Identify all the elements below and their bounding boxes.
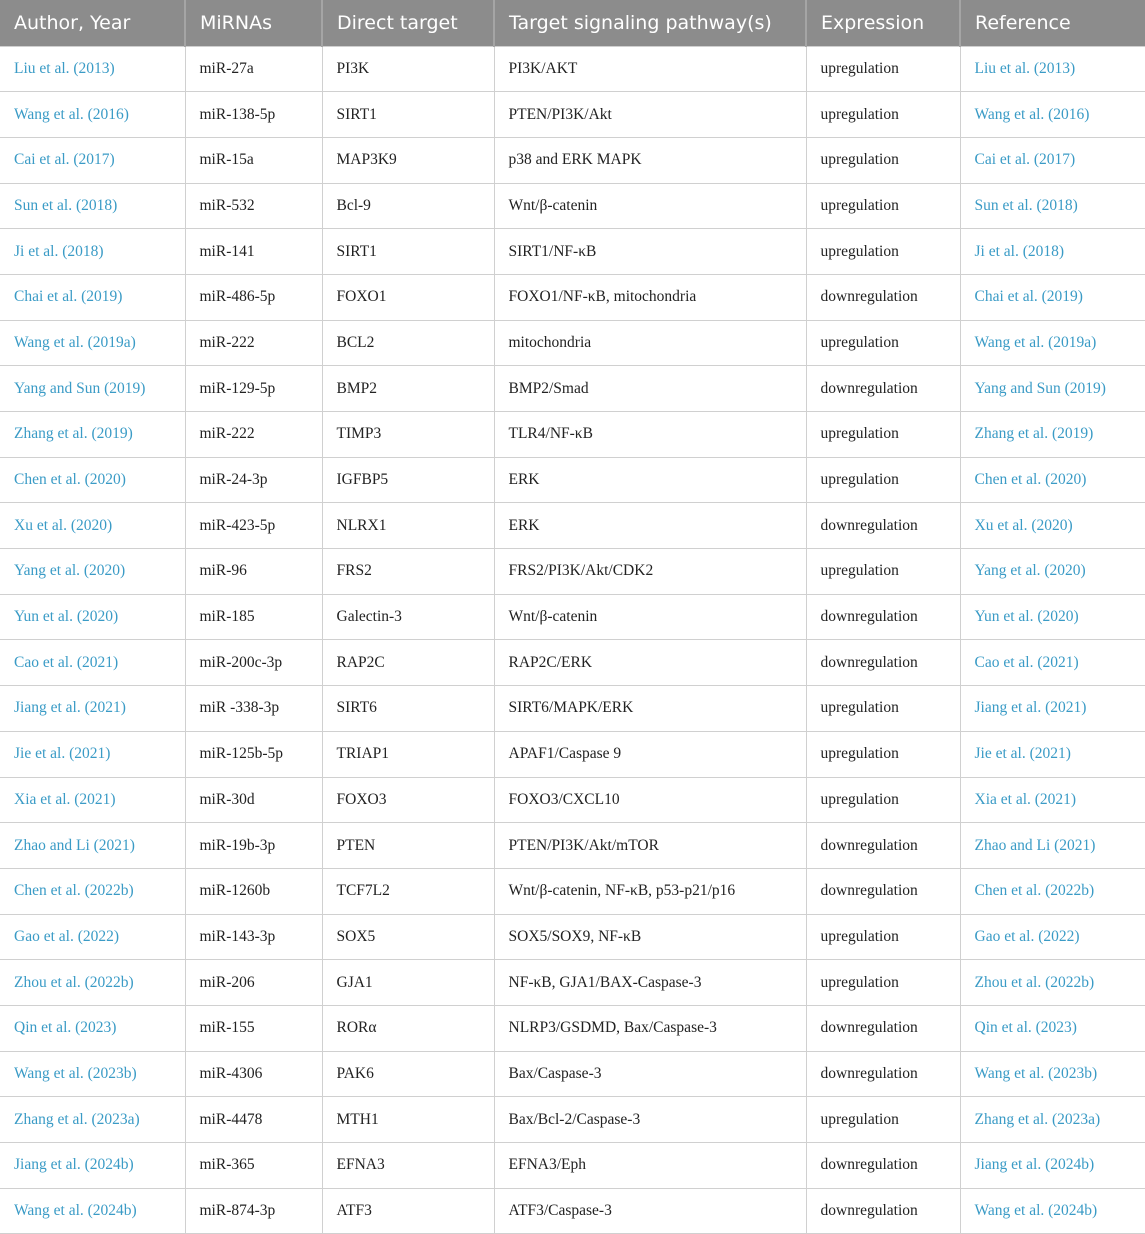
header-mirnas: MiRNAs — [185, 0, 322, 46]
reference-link[interactable]: Ji et al. (2018) — [960, 229, 1145, 275]
expression-cell: downregulation — [806, 1188, 960, 1234]
mirna-cell: miR-24-3p — [185, 457, 322, 503]
direct-target-cell: TRIAP1 — [322, 731, 494, 777]
reference-link[interactable]: Xu et al. (2020) — [960, 503, 1145, 549]
reference-link[interactable]: Wang et al. (2019a) — [960, 320, 1145, 366]
author-year-link[interactable]: Zhou et al. (2022b) — [0, 960, 185, 1006]
author-year-link[interactable]: Chai et al. (2019) — [0, 274, 185, 320]
pathway-cell: RAP2C/ERK — [494, 640, 806, 686]
table-row — [0, 274, 1145, 320]
reference-link[interactable]: Sun et al. (2018) — [960, 183, 1145, 229]
mirna-cell: miR-486-5p — [185, 274, 322, 320]
mirna-cell: miR-532 — [185, 183, 322, 229]
direct-target-cell: FOXO3 — [322, 777, 494, 823]
direct-target-cell: GJA1 — [322, 960, 494, 1006]
expression-cell: upregulation — [806, 1097, 960, 1143]
reference-link[interactable]: Zhang et al. (2023a) — [960, 1097, 1145, 1143]
table-row — [0, 686, 1145, 732]
pathway-cell: NLRP3/GSDMD, Bax/Caspase-3 — [494, 1005, 806, 1051]
direct-target-cell: RORα — [322, 1005, 494, 1051]
header-expression: Expression — [806, 0, 960, 46]
author-year-link[interactable]: Zhao and Li (2021) — [0, 823, 185, 869]
table-row — [0, 960, 1145, 1006]
mirna-cell: miR-874-3p — [185, 1188, 322, 1234]
mirna-cell: miR-185 — [185, 594, 322, 640]
direct-target-cell: SOX5 — [322, 914, 494, 960]
pathway-cell: FRS2/PI3K/Akt/CDK2 — [494, 549, 806, 595]
reference-link[interactable]: Cao et al. (2021) — [960, 640, 1145, 686]
mirna-cell: miR-4478 — [185, 1097, 322, 1143]
expression-cell: downregulation — [806, 594, 960, 640]
expression-cell: upregulation — [806, 320, 960, 366]
reference-link[interactable]: Cai et al. (2017) — [960, 137, 1145, 183]
pathway-cell: Bax/Bcl-2/Caspase-3 — [494, 1097, 806, 1143]
expression-cell: upregulation — [806, 183, 960, 229]
author-year-link[interactable]: Wang et al. (2024b) — [0, 1188, 185, 1234]
mirna-cell: miR-129-5p — [185, 366, 322, 412]
table-row — [0, 229, 1145, 275]
header-reference: Reference — [960, 0, 1145, 46]
reference-link[interactable]: Jiang et al. (2024b) — [960, 1143, 1145, 1189]
author-year-link[interactable]: Wang et al. (2023b) — [0, 1051, 185, 1097]
direct-target-cell: RAP2C — [322, 640, 494, 686]
expression-cell: upregulation — [806, 686, 960, 732]
reference-link[interactable]: Zhou et al. (2022b) — [960, 960, 1145, 1006]
author-year-link[interactable]: Chen et al. (2020) — [0, 457, 185, 503]
table-row — [0, 46, 1145, 92]
direct-target-cell: SIRT6 — [322, 686, 494, 732]
mirna-cell: miR-19b-3p — [185, 823, 322, 869]
mirna-cell: miR-15a — [185, 137, 322, 183]
mirna-cell: miR-125b-5p — [185, 731, 322, 777]
pathway-cell: ERK — [494, 503, 806, 549]
direct-target-cell: TIMP3 — [322, 412, 494, 458]
author-year-link[interactable]: Jiang et al. (2024b) — [0, 1143, 185, 1189]
pathway-cell: Wnt/β-catenin — [494, 183, 806, 229]
author-year-link[interactable]: Yun et al. (2020) — [0, 594, 185, 640]
direct-target-cell: Bcl-9 — [322, 183, 494, 229]
mirna-cell: miR-155 — [185, 1005, 322, 1051]
expression-cell: upregulation — [806, 92, 960, 138]
expression-cell: upregulation — [806, 229, 960, 275]
pathway-cell: FOXO3/CXCL10 — [494, 777, 806, 823]
author-year-link[interactable]: Jie et al. (2021) — [0, 731, 185, 777]
reference-link[interactable]: Wang et al. (2024b) — [960, 1188, 1145, 1234]
author-year-link[interactable]: Cao et al. (2021) — [0, 640, 185, 686]
expression-cell: downregulation — [806, 823, 960, 869]
expression-cell: downregulation — [806, 274, 960, 320]
mirna-cell: miR-4306 — [185, 1051, 322, 1097]
direct-target-cell: Galectin-3 — [322, 594, 494, 640]
author-year-link[interactable]: Xia et al. (2021) — [0, 777, 185, 823]
expression-cell: upregulation — [806, 549, 960, 595]
table-row — [0, 594, 1145, 640]
direct-target-cell: IGFBP5 — [322, 457, 494, 503]
table-row — [0, 823, 1145, 869]
table-row — [0, 777, 1145, 823]
pathway-cell: PI3K/AKT — [494, 46, 806, 92]
direct-target-cell: BMP2 — [322, 366, 494, 412]
pathway-cell: ATF3/Caspase-3 — [494, 1188, 806, 1234]
pathway-cell: TLR4/NF-κB — [494, 412, 806, 458]
pathway-cell: EFNA3/Eph — [494, 1143, 806, 1189]
direct-target-cell: PI3K — [322, 46, 494, 92]
table-row — [0, 1051, 1145, 1097]
reference-link[interactable]: Wang et al. (2023b) — [960, 1051, 1145, 1097]
reference-link[interactable]: Yang and Sun (2019) — [960, 366, 1145, 412]
table-row — [0, 914, 1145, 960]
author-year-link[interactable]: Yang et al. (2020) — [0, 549, 185, 595]
author-year-link[interactable]: Qin et al. (2023) — [0, 1005, 185, 1051]
table-body — [0, 46, 1145, 1234]
header-row — [0, 0, 1145, 46]
mirna-cell: miR-138-5p — [185, 92, 322, 138]
direct-target-cell: MAP3K9 — [322, 137, 494, 183]
table-row — [0, 412, 1145, 458]
author-year-link[interactable]: Gao et al. (2022) — [0, 914, 185, 960]
table-row — [0, 1005, 1145, 1051]
table-row — [0, 868, 1145, 914]
author-year-link[interactable]: Zhang et al. (2023a) — [0, 1097, 185, 1143]
author-year-link[interactable]: Zhang et al. (2019) — [0, 412, 185, 458]
expression-cell: upregulation — [806, 46, 960, 92]
reference-link[interactable]: Yang et al. (2020) — [960, 549, 1145, 595]
reference-link[interactable]: Jie et al. (2021) — [960, 731, 1145, 777]
mirna-cell: miR-96 — [185, 549, 322, 595]
pathway-cell: Wnt/β-catenin — [494, 594, 806, 640]
mirna-cell: miR-30d — [185, 777, 322, 823]
header-author-year: Author, Year — [0, 0, 185, 46]
pathway-cell: SIRT1/NF-κB — [494, 229, 806, 275]
reference-link[interactable]: Chen et al. (2020) — [960, 457, 1145, 503]
mirna-cell: miR-222 — [185, 412, 322, 458]
direct-target-cell: PAK6 — [322, 1051, 494, 1097]
header-pathway: Target signaling pathway(s) — [494, 0, 806, 46]
expression-cell: downregulation — [806, 1143, 960, 1189]
table-row — [0, 1097, 1145, 1143]
mirna-cell: miR-200c-3p — [185, 640, 322, 686]
author-year-link[interactable]: Ji et al. (2018) — [0, 229, 185, 275]
expression-cell: downregulation — [806, 868, 960, 914]
expression-cell: upregulation — [806, 914, 960, 960]
mirna-cell: miR-141 — [185, 229, 322, 275]
author-year-link[interactable]: Yang and Sun (2019) — [0, 366, 185, 412]
pathway-cell: ERK — [494, 457, 806, 503]
table-row — [0, 366, 1145, 412]
reference-link[interactable]: Chai et al. (2019) — [960, 274, 1145, 320]
expression-cell: downregulation — [806, 1005, 960, 1051]
expression-cell: downregulation — [806, 366, 960, 412]
pathway-cell: Wnt/β-catenin, NF-κB, p53-p21/p16 — [494, 868, 806, 914]
pathway-cell: mitochondria — [494, 320, 806, 366]
reference-link[interactable]: Jiang et al. (2021) — [960, 686, 1145, 732]
table-row — [0, 503, 1145, 549]
reference-link[interactable]: Zhang et al. (2019) — [960, 412, 1145, 458]
author-year-link[interactable]: Liu et al. (2013) — [0, 46, 185, 92]
reference-link[interactable]: Gao et al. (2022) — [960, 914, 1145, 960]
reference-link[interactable]: Zhao and Li (2021) — [960, 823, 1145, 869]
expression-cell: upregulation — [806, 777, 960, 823]
mirna-cell: miR-222 — [185, 320, 322, 366]
expression-cell: upregulation — [806, 731, 960, 777]
author-year-link[interactable]: Cai et al. (2017) — [0, 137, 185, 183]
expression-cell: downregulation — [806, 1051, 960, 1097]
mirna-cell: miR-27a — [185, 46, 322, 92]
direct-target-cell: PTEN — [322, 823, 494, 869]
mirna-cell: miR-365 — [185, 1143, 322, 1189]
expression-cell: downregulation — [806, 640, 960, 686]
pathway-cell: APAF1/Caspase 9 — [494, 731, 806, 777]
direct-target-cell: FRS2 — [322, 549, 494, 595]
direct-target-cell: NLRX1 — [322, 503, 494, 549]
reference-link[interactable]: Qin et al. (2023) — [960, 1005, 1145, 1051]
header-direct-target: Direct target — [322, 0, 494, 46]
mirna-cell: miR-143-3p — [185, 914, 322, 960]
author-year-link[interactable]: Xu et al. (2020) — [0, 503, 185, 549]
mirna-cell: miR-206 — [185, 960, 322, 1006]
expression-cell: upregulation — [806, 137, 960, 183]
direct-target-cell: EFNA3 — [322, 1143, 494, 1189]
pathway-cell: Bax/Caspase-3 — [494, 1051, 806, 1097]
author-year-link[interactable]: Jiang et al. (2021) — [0, 686, 185, 732]
pathway-cell: BMP2/Smad — [494, 366, 806, 412]
table-row — [0, 731, 1145, 777]
table-row — [0, 137, 1145, 183]
table-header — [0, 0, 1145, 46]
pathway-cell: PTEN/PI3K/Akt/mTOR — [494, 823, 806, 869]
direct-target-cell: TCF7L2 — [322, 868, 494, 914]
reference-link[interactable]: Wang et al. (2016) — [960, 92, 1145, 138]
author-year-link[interactable]: Wang et al. (2016) — [0, 92, 185, 138]
author-year-link[interactable]: Wang et al. (2019a) — [0, 320, 185, 366]
direct-target-cell: ATF3 — [322, 1188, 494, 1234]
expression-cell: upregulation — [806, 457, 960, 503]
table-row — [0, 640, 1145, 686]
pathway-cell: PTEN/PI3K/Akt — [494, 92, 806, 138]
direct-target-cell: SIRT1 — [322, 92, 494, 138]
table-row — [0, 457, 1145, 503]
reference-link[interactable]: Liu et al. (2013) — [960, 46, 1145, 92]
author-year-link[interactable]: Sun et al. (2018) — [0, 183, 185, 229]
mirna-cell: miR-1260b — [185, 868, 322, 914]
direct-target-cell: FOXO1 — [322, 274, 494, 320]
table-row — [0, 1143, 1145, 1189]
table-row — [0, 549, 1145, 595]
mirna-cell: miR-423-5p — [185, 503, 322, 549]
pathway-cell: NF-κB, GJA1/BAX-Caspase-3 — [494, 960, 806, 1006]
expression-cell: upregulation — [806, 412, 960, 458]
direct-target-cell: SIRT1 — [322, 229, 494, 275]
author-year-link[interactable]: Chen et al. (2022b) — [0, 868, 185, 914]
pathway-cell: p38 and ERK MAPK — [494, 137, 806, 183]
direct-target-cell: BCL2 — [322, 320, 494, 366]
pathway-cell: SIRT6/MAPK/ERK — [494, 686, 806, 732]
pathway-cell: SOX5/SOX9, NF-κB — [494, 914, 806, 960]
direct-target-cell: MTH1 — [322, 1097, 494, 1143]
mirna-cell: miR -338-3p — [185, 686, 322, 732]
pathway-cell: FOXO1/NF-κB, mitochondria — [494, 274, 806, 320]
table-row — [0, 183, 1145, 229]
table-row — [0, 320, 1145, 366]
table-row — [0, 92, 1145, 138]
expression-cell: upregulation — [806, 960, 960, 1006]
reference-link[interactable]: Xia et al. (2021) — [960, 777, 1145, 823]
reference-link[interactable]: Chen et al. (2022b) — [960, 868, 1145, 914]
reference-link[interactable]: Yun et al. (2020) — [960, 594, 1145, 640]
table-row — [0, 1188, 1145, 1234]
expression-cell: downregulation — [806, 503, 960, 549]
